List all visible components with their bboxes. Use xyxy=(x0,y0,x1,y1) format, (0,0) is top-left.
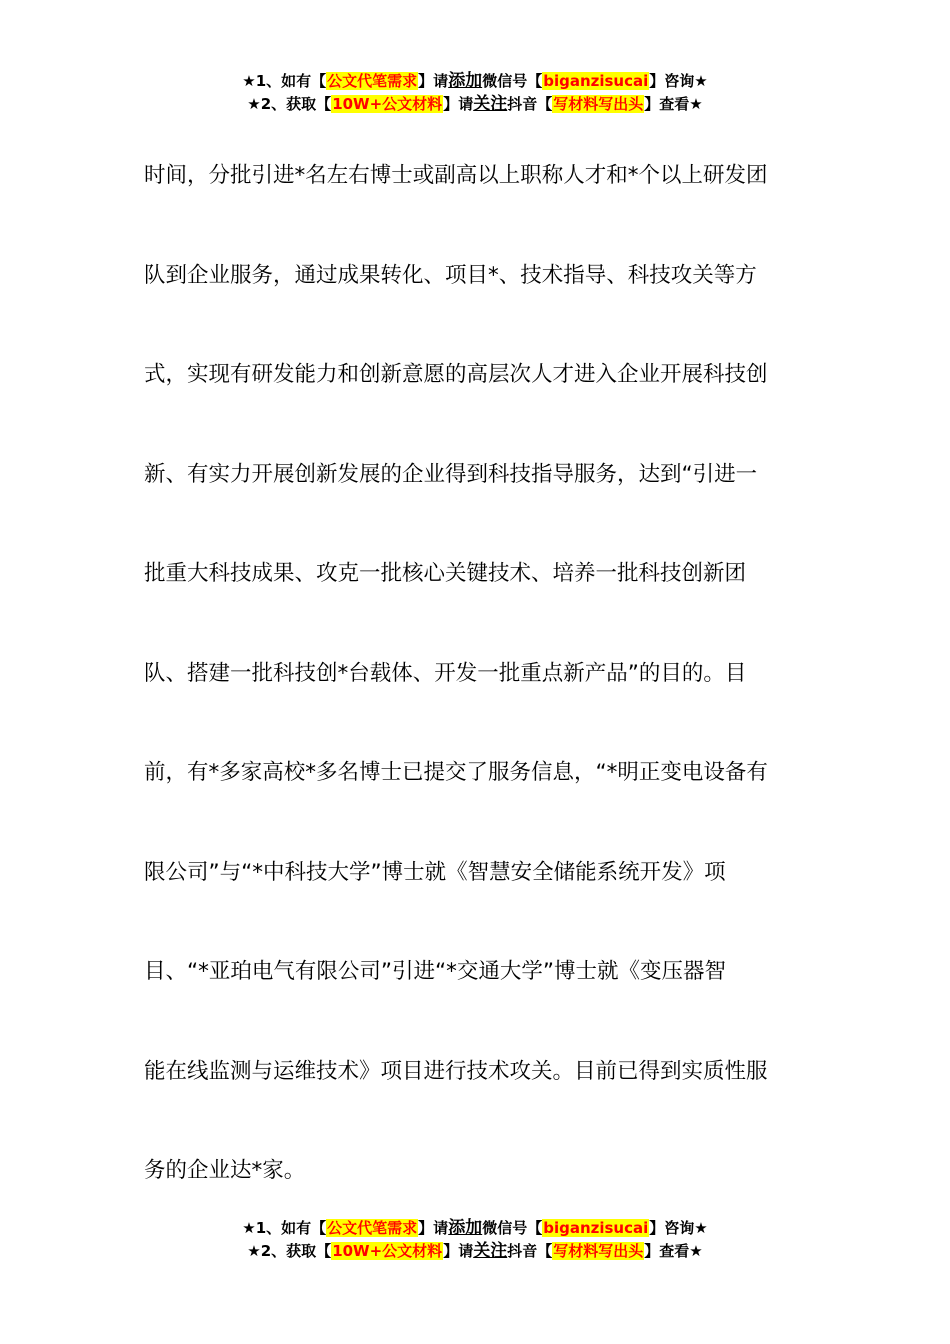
highlight-materials: 10W+公文材料 xyxy=(332,95,443,113)
body-line: 目、“*亚珀电气有限公司”引进“*交通大学”博士就《变压器智 xyxy=(144,959,727,984)
body-line: 时间，分批引进*名左右博士或副高以上职称人才和*个以上研发团 xyxy=(144,163,768,188)
banner-line-1 xyxy=(0,70,950,93)
footer-banner xyxy=(0,1217,950,1263)
highlight-wechat-id: biganzisucai xyxy=(543,72,649,90)
banner-text: ★1、如有【 xyxy=(242,72,327,90)
banner-text: 】请 xyxy=(443,95,474,113)
body-line: 前，有*多家高校*多名博士已提交了服务信息，“*明正变电设备有 xyxy=(144,760,768,785)
underline-text: 关注 xyxy=(473,1241,508,1261)
highlight-douyin-id: 写材料写出头 xyxy=(553,1242,644,1260)
highlight-materials: 10W+公文材料 xyxy=(332,1242,443,1260)
underline-text: 添加 xyxy=(448,1218,483,1238)
highlight-service: 公文代笔需求 xyxy=(327,1219,418,1237)
body-line: 队、搭建一批科技创*台载体、开发一批重点新产品”的目的。目 xyxy=(144,660,747,686)
body-line: 能在线监测与运维技术》项目进行技术攻关。目前已得到实质性服 xyxy=(144,1058,768,1084)
banner-text: 】咨询★ xyxy=(649,1219,708,1237)
body-line: 务的企业达*家。 xyxy=(144,1158,306,1183)
body-line: 队到企业服务，通过成果转化、项目*、技术指导、科技攻关等方 xyxy=(144,262,757,288)
underline-text: 关注 xyxy=(473,94,508,114)
banner-line-2 xyxy=(0,1240,950,1263)
banner-text: 】请 xyxy=(418,72,449,90)
banner-text: ★1、如有【 xyxy=(242,1219,327,1237)
underline-text: 添加 xyxy=(448,71,483,91)
body-line: 限公司”与“*中科技大学”博士就《智慧安全储能系统开发》项 xyxy=(144,859,726,885)
header-banner xyxy=(0,70,950,116)
document-body xyxy=(144,126,824,1221)
banner-text: ★2、获取【 xyxy=(247,1242,332,1260)
banner-text: 】查看★ xyxy=(644,1242,703,1260)
banner-text: ★2、获取【 xyxy=(247,95,332,113)
banner-text: 微信号【 xyxy=(482,72,543,90)
body-line: 式，实现有研发能力和创新意愿的高层次人才进入企业开展科技创 xyxy=(144,362,768,387)
banner-text: 微信号【 xyxy=(482,1219,543,1237)
body-line: 新、有实力开展创新发展的企业得到科技指导服务，达到“引进一 xyxy=(144,461,758,487)
banner-text: 抖音【 xyxy=(507,95,553,113)
highlight-service: 公文代笔需求 xyxy=(327,72,418,90)
highlight-wechat-id: biganzisucai xyxy=(543,1219,649,1237)
banner-text: 】请 xyxy=(443,1242,474,1260)
banner-text: 】查看★ xyxy=(644,95,703,113)
banner-line-1 xyxy=(0,1217,950,1240)
body-line: 批重大科技成果、攻克一批核心关键技术、培养一批科技创新团 xyxy=(144,561,747,586)
banner-text: 】咨询★ xyxy=(649,72,708,90)
banner-text: 抖音【 xyxy=(507,1242,553,1260)
banner-line-2 xyxy=(0,93,950,116)
banner-text: 】请 xyxy=(418,1219,449,1237)
highlight-douyin-id: 写材料写出头 xyxy=(553,95,644,113)
